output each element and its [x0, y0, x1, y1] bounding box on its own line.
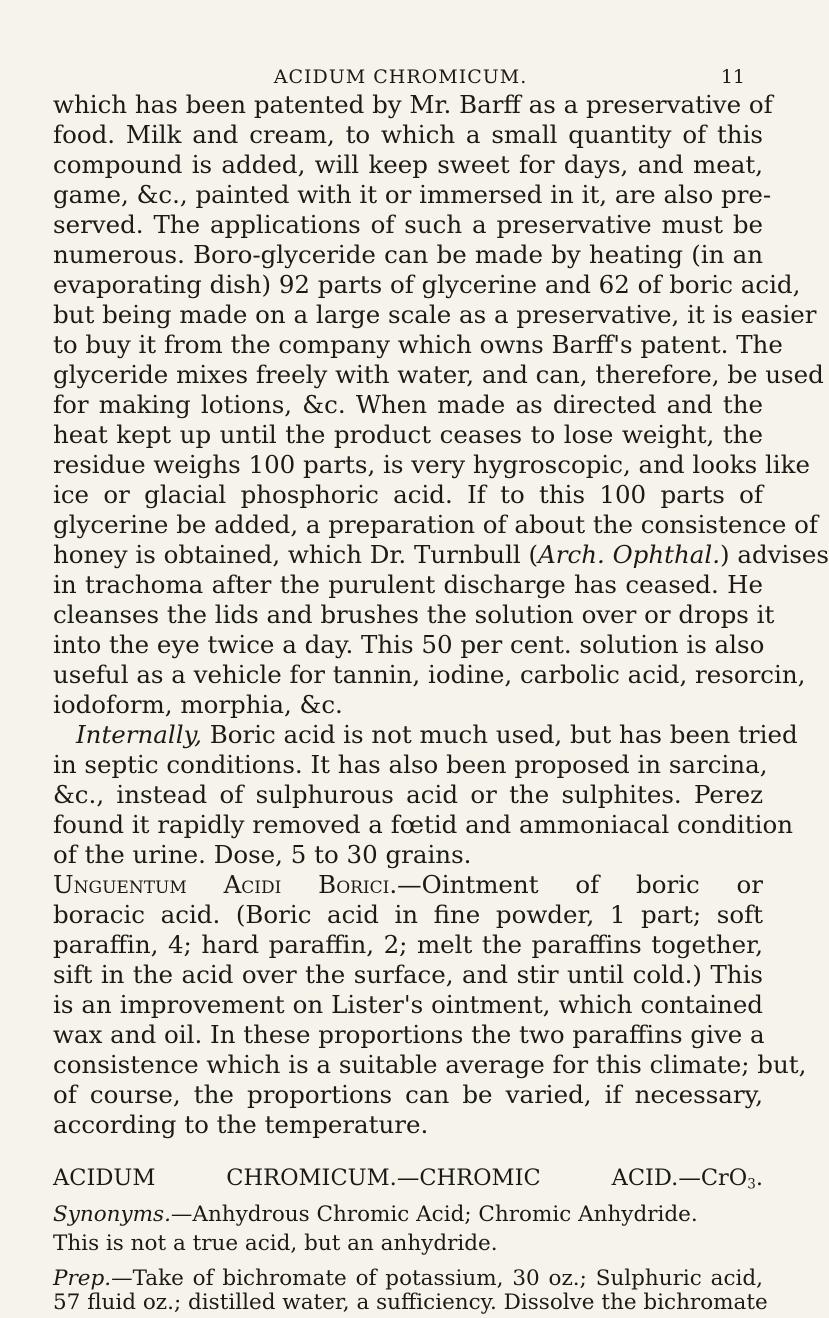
- text-run: —Anhydrous Chromic Acid; Chromic Anhydride.: [170, 1202, 698, 1227]
- text-line: paraffin, 4; hard paraffin, 2; melt the paraffins together,: [53, 930, 763, 959]
- text-line: of the urine. Dose, 5 to 30 grains.: [53, 840, 472, 869]
- text-line: heat kept up until the product ceases to lose weight, the: [53, 420, 763, 449]
- text-run: —Take of bichromate of potassium, 30 oz.; Sulphuric acid,: [111, 1266, 763, 1291]
- page-header: [0, 62, 801, 92]
- text-line: [53, 870, 763, 900]
- text-line: into the eye twice a day. This 50 per cent. solution is also: [53, 630, 765, 659]
- text-line: for making lotions, &c. When made as directed and the: [53, 390, 763, 419]
- heading-text: .: [755, 1165, 763, 1191]
- prep-label: Prep.: [53, 1266, 112, 1291]
- text-line: [53, 540, 829, 570]
- text-line: ice or glacial phosphoric acid. If to this 100 parts of: [53, 480, 763, 509]
- text-run: —Ointment of boric or: [397, 870, 763, 899]
- section-heading: [53, 1163, 763, 1193]
- text-line: 57 fluid oz.; distilled water, a sufficiency. Dissolve the bichromate: [53, 1290, 768, 1315]
- text-line: cleanses the lids and brushes the solution over or drops it: [53, 600, 775, 629]
- text-line: evaporating dish) 92 parts of glycerine and 62 of boric acid,: [53, 270, 801, 299]
- text-line: according to the temperature.: [53, 1110, 429, 1139]
- text-line: in trachoma after the purulent discharge has ceased. He: [53, 570, 763, 599]
- text-line: wax and oil. In these proportions the two paraffins give a: [53, 1020, 765, 1049]
- page-number: 11: [720, 66, 745, 88]
- text-line: in septic conditions. It has also been proposed in sarcina,: [53, 750, 768, 779]
- text-run: Boric acid is not much used, but has been tried: [201, 720, 798, 749]
- text-line: useful as a vehicle for tannin, iodine, carbolic acid, resorcin,: [53, 660, 806, 689]
- text-line: which has been patented by Mr. Barff as a preservative of: [53, 90, 773, 119]
- text-line: &c., instead of sulphurous acid or the sulphites. Perez: [53, 780, 763, 809]
- text-run: honey is obtained, which Dr. Turnbull (: [53, 540, 539, 569]
- text-line: residue weighs 100 parts, is very hygroscopic, and looks like: [53, 450, 810, 479]
- running-head: ACIDUM CHROMICUM.: [273, 66, 528, 88]
- text-line: This is not a true acid, but an anhydride.: [53, 1231, 498, 1256]
- text-line: compound is added, will keep sweet for days, and meat,: [53, 150, 763, 179]
- text-line: numerous. Boro-glyceride can be made by heating (in an: [53, 240, 763, 269]
- synonyms-label: Synonyms.: [53, 1202, 171, 1227]
- text-line: [76, 720, 798, 750]
- ointment-heading: Unguentum Acidi Borici.: [53, 870, 398, 899]
- text-line: sift in the acid over the surface, and stir until cold.) This: [53, 960, 763, 989]
- text-line: of course, the proportions can be varied, if necessary,: [53, 1080, 763, 1109]
- text-line: boracic acid. (Boric acid in fine powder, 1 part; soft: [53, 900, 763, 929]
- journal-citation: Arch. Ophthal.: [538, 540, 720, 569]
- text-run: ) advises: [720, 540, 829, 569]
- text-line: served. The applications of such a preservative must be: [53, 210, 763, 239]
- text-line: consistence which is a suitable average for this climate; but,: [53, 1050, 807, 1079]
- formula-subscript: 3: [747, 1176, 756, 1193]
- section-lead: Internally,: [76, 720, 202, 749]
- text-line: glycerine be added, a preparation of about the consistence of: [53, 510, 818, 539]
- text-line: glyceride mixes freely with water, and can, therefore, be used: [53, 360, 824, 389]
- synonyms-line: [53, 1200, 763, 1230]
- text-line: game, &c., painted with it or immersed in it, are also pre-: [53, 180, 772, 209]
- text-line: food. Milk and cream, to which a small quantity of this: [53, 120, 763, 149]
- text-line: found it rapidly removed a fœtid and ammoniacal condition: [53, 810, 793, 839]
- heading-text: ACIDUM CHROMICUM.—CHROMIC ACID.—CrO: [53, 1165, 748, 1191]
- text-line: iodoform, morphia, &c.: [53, 690, 343, 719]
- text-line: but being made on a large scale as a preservative, it is easier: [53, 300, 817, 329]
- text-line: to buy it from the company which owns Barff's patent. The: [53, 330, 783, 359]
- text-line: is an improvement on Lister's ointment, which contained: [53, 990, 763, 1019]
